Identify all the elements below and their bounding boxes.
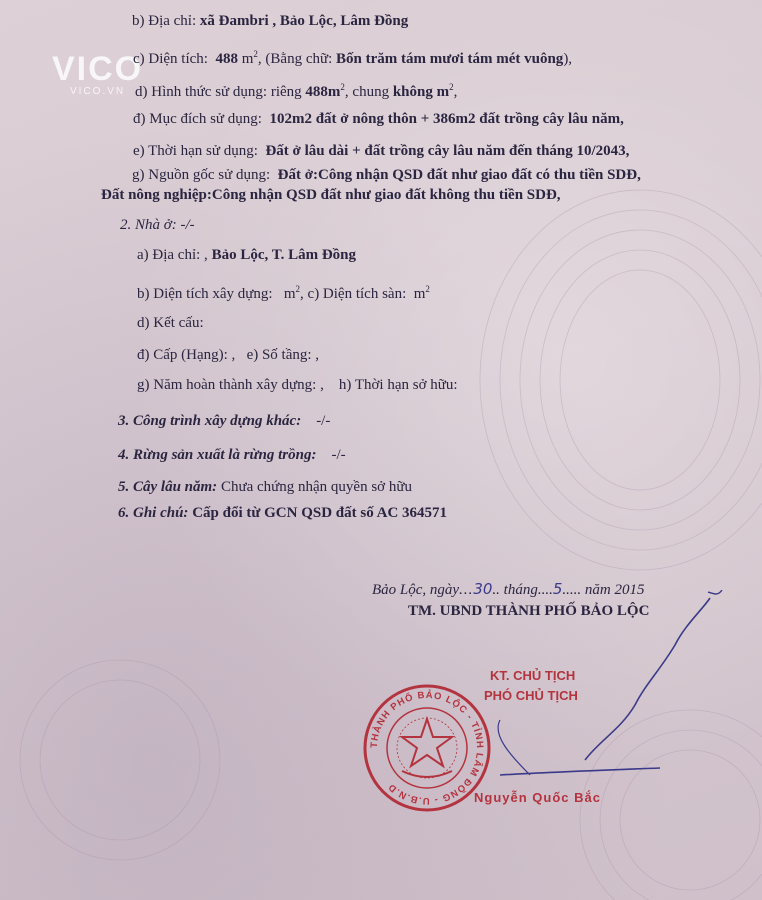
land-area-unit: m bbox=[241, 51, 254, 67]
land-purpose-line bbox=[133, 110, 624, 128]
signature-authority: TM. UBND THÀNH PHỐ BẢO LỘC bbox=[408, 603, 650, 619]
land-address-label: b) Địa chỉ: bbox=[132, 13, 197, 29]
house-grade-line bbox=[137, 346, 319, 364]
house-floors-label: e) Số tầng: , bbox=[246, 347, 320, 363]
other-note-label: 6. Ghi chú: bbox=[118, 505, 189, 521]
signature-for-chairman: KT. CHỦ TỊCH bbox=[490, 668, 576, 683]
signature-vice-chairman: PHÓ CHỦ TỊCH bbox=[484, 688, 578, 703]
land-usage-label: d) Hình thức sử dụng: riêng bbox=[135, 84, 302, 100]
house-grade-label: đ) Cấp (Hạng): , bbox=[137, 347, 236, 363]
land-term-value: Đất ở lâu dài + đất trồng cây lâu năm đến tháng 10/2043, bbox=[265, 143, 630, 159]
watermark-url: VICO.VN bbox=[70, 86, 126, 97]
land-address-value: xã Đambri , Bảo Lộc, Lâm Đồng bbox=[199, 13, 409, 29]
land-area-value: 488 bbox=[215, 51, 238, 67]
land-area-words-prefix: , (Bằng chữ: bbox=[257, 51, 333, 67]
land-purpose-value: 102m2 đất ở nông thôn + 386m2 đất trồng cây lâu năm, bbox=[269, 111, 624, 127]
land-origin-line bbox=[132, 166, 641, 184]
other-note-line bbox=[118, 504, 447, 522]
signature-month-label: tháng bbox=[503, 582, 538, 598]
land-usage-line bbox=[135, 78, 457, 101]
signature-day: 30 bbox=[473, 580, 493, 598]
house-heading bbox=[120, 216, 195, 234]
house-address-label: a) Địa chỉ: , bbox=[137, 247, 208, 263]
signature-year-label: năm 2015 bbox=[584, 582, 645, 598]
land-usage-private: 488m bbox=[305, 84, 341, 100]
other-perennial-label: 5. Cây lâu năm: bbox=[118, 479, 218, 495]
land-origin-value-2: Đất nông nghiệp:Công nhận QSD đất như giao đất không thu tiền SDĐ, bbox=[101, 187, 561, 203]
land-usage-sup: 2 bbox=[340, 82, 345, 92]
land-area-line bbox=[133, 45, 572, 68]
house-address-value: Bảo Lộc, T. Lâm Đồng bbox=[211, 247, 357, 263]
seal-text: THÀNH PHỐ BẢO LỘC - TỈNH LÂM ĐỒNG - U.B.N.D bbox=[368, 689, 486, 807]
other-note-value: Cấp đổi từ GCN QSD đất số AC 364571 bbox=[192, 505, 448, 521]
land-purpose-label: đ) Mục đích sử dụng: bbox=[133, 111, 262, 127]
signature-place: Bảo Lộc, ngày bbox=[372, 582, 460, 598]
other-construction-value: -/- bbox=[316, 413, 331, 429]
house-area-line bbox=[137, 280, 430, 303]
land-address-line bbox=[132, 12, 408, 30]
house-structure-line bbox=[137, 314, 204, 332]
land-area-sup: 2 bbox=[253, 49, 258, 59]
house-completion-label: g) Năm hoàn thành xây dựng: , bbox=[137, 377, 324, 393]
house-completion-line bbox=[137, 376, 458, 394]
house-address-line bbox=[137, 246, 356, 264]
watermark bbox=[52, 52, 143, 98]
land-area-words-suffix: ), bbox=[563, 51, 573, 67]
land-origin-line-2 bbox=[101, 186, 561, 204]
house-structure-label: d) Kết cấu: bbox=[137, 315, 204, 331]
other-construction-label: 3. Công trình xây dựng khác: bbox=[118, 413, 302, 429]
signature-signer-name: Nguyễn Quốc Bắc bbox=[474, 790, 601, 805]
other-construction-line bbox=[118, 412, 330, 430]
other-perennial-value: Chưa chứng nhận quyền sở hữu bbox=[220, 479, 412, 495]
land-term-label: e) Thời hạn sử dụng: bbox=[133, 143, 258, 159]
house-built-area-label: b) Diện tích xây dựng: bbox=[137, 286, 273, 302]
house-ownership-term-label: h) Thời hạn sở hữu: bbox=[338, 377, 458, 393]
house-floor-area-sup: 2 bbox=[425, 284, 430, 294]
land-usage-shared-label: , chung bbox=[344, 84, 390, 100]
land-term-line bbox=[133, 142, 629, 160]
land-origin-value-1: Đất ở:Công nhận QSD đất như giao đất có thu tiền SDĐ, bbox=[277, 167, 641, 183]
signature-date-line: Bảo Lộc, ngày...30.. tháng....5..... năm 2015 bbox=[372, 580, 645, 598]
handwritten-signature-icon bbox=[470, 590, 740, 810]
house-floor-area-unit: m bbox=[413, 286, 426, 302]
land-origin-label: g) Nguồn gốc sử dụng: bbox=[132, 167, 271, 183]
other-forest-value: -/- bbox=[331, 447, 346, 463]
signature-month: 5 bbox=[552, 580, 563, 598]
land-usage-shared: không m bbox=[392, 84, 450, 100]
other-forest-line bbox=[118, 446, 346, 464]
land-area-label: c) Diện tích: bbox=[133, 51, 208, 67]
house-heading-text: 2. Nhà ở: -/- bbox=[120, 217, 195, 233]
watermark-logo: VICO bbox=[52, 50, 144, 88]
land-area-words: Bốn trăm tám mươi tám mét vuông bbox=[336, 51, 564, 67]
land-usage-shared-sup: 2 bbox=[449, 82, 454, 92]
other-perennial-line bbox=[118, 478, 412, 496]
house-built-area-unit: m bbox=[283, 286, 296, 302]
other-forest-label: 4. Rừng sản xuất là rừng trồng: bbox=[118, 447, 317, 463]
house-floor-area-label: , c) Diện tích sàn: bbox=[300, 286, 407, 302]
land-usage-end: , bbox=[453, 84, 458, 100]
house-built-area-sup: 2 bbox=[295, 284, 301, 294]
